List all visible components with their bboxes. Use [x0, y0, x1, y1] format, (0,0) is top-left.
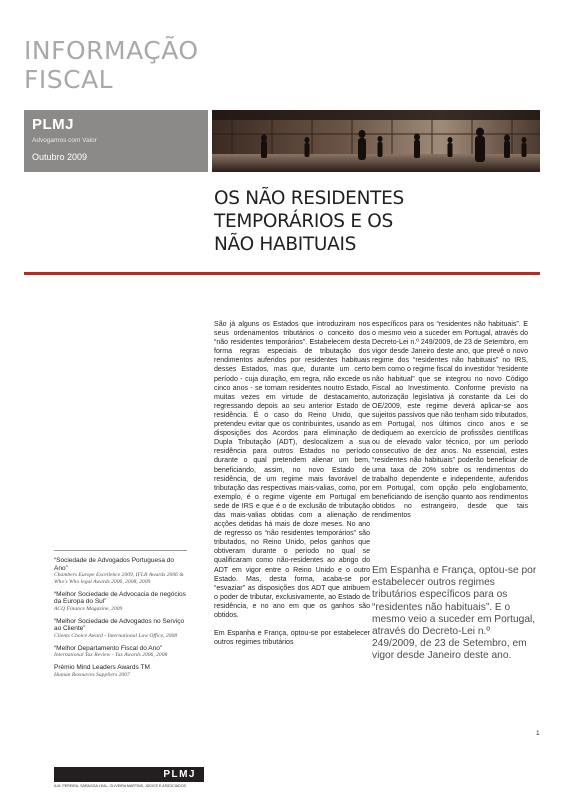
- pull-quote: Em Espanha e França, optou-se por estabelecer outros regimes tributários específicos para os “residentes não habituais”. E o mesmo veio a suceder em Portugal, através do Decreto-Lei n.º 249/2009, de 23 de Setembro, em vigor desde Janeiro deste ano.: [372, 565, 537, 662]
- award-source: ACQ Finance Magazine, 2009: [54, 605, 123, 612]
- issue-date: Outubro 2009: [32, 152, 88, 162]
- award-title: “Melhor Sociedade de Advogados no Serviço ao Cliente”: [54, 617, 185, 633]
- column1-paragraph2: Em Espanha e França, optou-se por estabelecer outros regimes tributários: [214, 630, 370, 647]
- newsletter-title: [24, 36, 199, 94]
- award-item: [54, 618, 187, 640]
- award-source: Clients Choice Award - International Law Office, 2008: [54, 632, 178, 639]
- award-item: [54, 645, 187, 659]
- award-item: [54, 591, 187, 613]
- award-source: Human Resources Suppliers 2007: [54, 671, 130, 678]
- column2-paragraph1: específicos para os “residentes não habituais”. E o mesmo veio a suceder em Portugal, através do Decreto-Lei n.º 249/2009, de 23 de Setembro, em vigor desde Janeiro deste ano, que prevê o novo regime dos “residentes não habituais” no IRS, bem como o regime fiscal do investidor “residente não habitual” que se integrou no novo Código Fiscal ao Investimento. Conforme previsto na autorização legislativa já constante da Lei do OE/2009, este regime deverá aplicar-se aos sujeitos passivos que não tenham sido tributados, em Portugal, nos últimos cinco anos e se dediquem ao exercício de profissões científicas ou de elevado valor técnico, por um período consecutivo de dez anos. No essencial, estes “residentes não habituais” poderão beneficiar de uma taxa de 20% sobre os rendimentos do trabalho dependente e independente, auferidos em Portugal, com opção pelo englobamento, beneficiando de isenção quanto aos rendimentos obtidos no estrangeiro, desde que tais rendimentos: [372, 321, 528, 519]
- footer-firm-names: A.M. PEREIRA, SÁRAGGA LEAL, OLIVEIRA MARTINS, JÚDICE E ASSOCIADOS: [54, 784, 186, 788]
- headline-line3: NÃO HABITUAIS: [214, 234, 357, 255]
- newsletter-title-line2: FISCAL: [24, 65, 114, 94]
- award-item: [54, 557, 187, 586]
- airport-silhouettes-image: [212, 110, 540, 172]
- brand-name: PLMJ: [32, 116, 75, 133]
- award-item: [54, 664, 187, 678]
- footer-logo-bar: [54, 767, 204, 782]
- footer-logo: PLMJ: [163, 769, 196, 780]
- red-divider: [24, 272, 540, 275]
- headline-line2: TEMPORÁRIOS E OS: [214, 211, 393, 232]
- headline-line1: OS NÃO RESIDENTES: [214, 188, 404, 209]
- page-number: 1: [536, 730, 540, 737]
- award-source: International Tax Review - Tax Awards 2006, 2008: [54, 652, 168, 659]
- award-title: “Sociedade de Advogados Portuguesa do Ano”: [54, 557, 174, 572]
- column1-paragraph1: São já alguns os Estados que introduziram nos seus ordenamentos tributários o conceito dos “não residentes temporários”. Estabelecem desta forma regras especiais de tributação dos rendimentos auferidos por residentes habituais desses Estados, mas que, durante um certo período - cuja duração, em regra, não excede os cinco anos - se tornam residentes noutro Estado, muitas vezes em virtude de destacamento, regressando depois ao seu anterior Estado de residência. É o caso do Reino Unido, que pretendeu evitar que os contribuintes, usando as disposições dos Acordos para eliminação de Dupla Tributação (ADT), deslocalizem a sua residência para outros Estados no período durante o qual pretendem alienar um bem, beneficiando, assim, no novo Estado de residência, de um regime mais favorável de tributação das respectivas mais-valias, como, por exemplo, é o regime vigente em Portugal em sede de IRS e que é o de exclusão de tributação das mais-valias obtidas com a alienação de acções detidas há mais de doze meses. No ano de regresso os “não residentes temporários” são tributados, no Reino Unido, pelos ganhos que obtiveram durante o período no qual se qualificaram como não-residentes ao abrigo do ADT em vigor entre o Reino Unido e o outro Estado. Mas, desta forma, acaba-se por “esvaziar” as disposições dos ADT que atribuem o poder de tributar, exclusivamente, ao Estado de residência, e no ano em que os ganhos são obtidos.: [214, 321, 370, 619]
- newsletter-title-line1: INFORMAÇÃO: [24, 36, 199, 65]
- brand-banner: [24, 110, 208, 172]
- award-title: Prémio Mind Leaders Awards TM: [54, 664, 150, 672]
- awards-list: [54, 550, 187, 684]
- award-title: “Melhor Departamento Fiscal do Ano”: [54, 644, 163, 652]
- brand-tagline: Advogamos com Valor: [32, 137, 97, 144]
- article-column-2: [372, 320, 528, 529]
- article-headline: [214, 187, 404, 256]
- award-title: “Melhor Sociedade de Advocacia de negócios da Europa do Sul”: [54, 590, 186, 606]
- article-column-1: [214, 320, 370, 656]
- header-photo: [212, 110, 540, 172]
- award-source: Chambers Europe Excellence 2009, IFLR Awards 2006 & Who's Who legal Awards 2006, 2008, 2009: [54, 572, 184, 585]
